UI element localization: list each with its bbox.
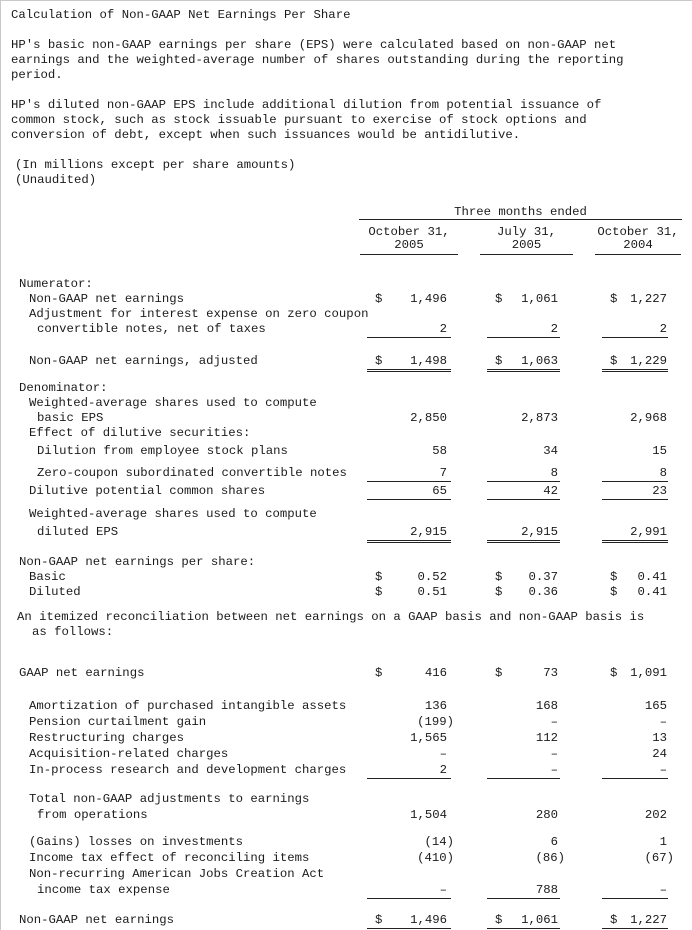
value-text: 2 [659, 322, 667, 336]
value-text: 8 [550, 466, 558, 480]
value-text: 58 [432, 444, 447, 458]
value-cell [602, 570, 668, 585]
value-text: 2,873 [521, 411, 558, 425]
value-cell [602, 322, 668, 338]
value-text: 7 [439, 466, 447, 480]
value-cell [367, 698, 451, 714]
value-text: 1,565 [410, 731, 447, 745]
row-label: Basic [29, 570, 66, 584]
table-row [11, 850, 674, 866]
table-row [11, 665, 668, 681]
table-row [11, 912, 668, 930]
row-label: diluted EPS [37, 525, 119, 539]
reconciliation-intro [11, 610, 681, 640]
table-row-heading [11, 866, 668, 882]
value-text: 24 [652, 747, 667, 761]
column-header-oct-2005 [360, 226, 458, 255]
currency-symbol: $ [375, 585, 383, 599]
gaap-reconciliation-table [11, 665, 681, 930]
value-cell [367, 912, 451, 930]
value-text: 13 [652, 731, 667, 745]
value-text: 0.41 [637, 570, 667, 584]
column-header-date: October 31, [597, 225, 679, 239]
currency-symbol: $ [375, 354, 383, 368]
paragraph-line: HP's diluted non-GAAP EPS include additional dilution from potential issuance of [11, 98, 602, 112]
value-text: 0.36 [528, 585, 558, 599]
currency-symbol: $ [610, 292, 618, 306]
table-row [11, 762, 668, 779]
currency-symbol: $ [495, 913, 503, 927]
column-header-date: October 31, [368, 225, 450, 239]
value-cell [602, 746, 668, 762]
row-label: Numerator: [19, 277, 93, 291]
row-label: income tax expense [37, 883, 170, 897]
value-cell [367, 585, 451, 600]
paragraph-line: earnings and the weighted-average number of shares outstanding during the reporting [11, 53, 624, 67]
currency-symbol: $ [375, 570, 383, 584]
table-row-heading [11, 307, 668, 322]
value-cell [602, 484, 668, 500]
value-cell [487, 912, 560, 930]
value-cell [602, 730, 668, 746]
value-cell [487, 354, 560, 372]
paragraph-diluted-eps [11, 98, 681, 143]
value-text: 416 [424, 666, 447, 680]
value-cell [602, 698, 668, 714]
table-row [11, 585, 668, 600]
value-cell [602, 585, 668, 600]
row-label: Total non-GAAP adjustments to earnings [29, 792, 310, 806]
row-label: Effect of dilutive securities: [29, 426, 251, 440]
value-text: 8 [659, 466, 667, 480]
value-text: 2,991 [630, 525, 667, 539]
row-label: Pension curtailment gain [29, 715, 207, 729]
table-row-heading [11, 396, 668, 411]
value-text: 0.37 [528, 570, 558, 584]
value-cell [367, 570, 451, 585]
value-text: (86) [535, 851, 565, 865]
column-header-oct-2004 [595, 226, 681, 255]
value-text: 1,496 [410, 292, 447, 306]
value-cell [602, 834, 668, 850]
value-text: 1,496 [410, 913, 447, 927]
value-text: (67) [644, 851, 674, 865]
currency-symbol: $ [610, 666, 618, 680]
currency-symbol: $ [610, 354, 618, 368]
table-row [11, 746, 668, 762]
column-header-year: 2005 [511, 238, 542, 252]
value-text: 34 [543, 444, 558, 458]
row-label: Acquisition-related charges [29, 747, 229, 761]
row-label: basic EPS [37, 411, 104, 425]
row-label: Non-recurring American Jobs Creation Act [29, 867, 325, 881]
value-cell [487, 746, 560, 762]
column-headers-row [11, 226, 681, 255]
value-text: 165 [644, 699, 667, 713]
currency-symbol: $ [610, 570, 618, 584]
value-text: 2,915 [521, 525, 558, 539]
value-cell [367, 411, 451, 426]
table-row [11, 807, 668, 823]
table-row [11, 354, 668, 372]
value-cell [487, 444, 560, 459]
table-row [11, 698, 668, 714]
table-row [11, 484, 668, 500]
value-text: – [659, 763, 667, 777]
table-row [11, 292, 668, 307]
value-cell [487, 834, 560, 850]
table-row [11, 570, 668, 585]
paragraph-basic-eps [11, 38, 681, 83]
value-text: 1,061 [521, 292, 558, 306]
value-cell [487, 714, 560, 730]
row-label: Weighted-average shares used to compute [29, 396, 317, 410]
table-row-heading [11, 277, 668, 292]
value-cell [602, 714, 668, 730]
currency-symbol: $ [495, 570, 503, 584]
value-text: 1 [659, 835, 667, 849]
table-row-heading [11, 507, 668, 522]
table-row-heading [11, 426, 668, 441]
column-header-date: July 31, [496, 225, 557, 239]
value-text: 2,850 [410, 411, 447, 425]
row-label: Denominator: [19, 381, 108, 395]
value-text: 2 [439, 322, 447, 336]
value-cell [487, 484, 560, 500]
table-row-heading [11, 791, 668, 807]
value-cell [367, 525, 451, 543]
value-cell [487, 850, 565, 866]
note-unaudited: (Unaudited) [15, 173, 97, 187]
row-label: Amortization of purchased intangible assets [29, 699, 347, 713]
currency-symbol: $ [495, 585, 503, 599]
currency-symbol: $ [495, 292, 503, 306]
note-units: (In millions except per share amounts) [15, 158, 296, 172]
value-text: 1,229 [630, 354, 667, 368]
value-cell [367, 714, 454, 730]
value-cell [487, 730, 560, 746]
value-text: 1,061 [521, 913, 558, 927]
row-label: Non-GAAP net earnings [29, 292, 184, 306]
value-text: 788 [535, 883, 558, 897]
value-cell [367, 484, 451, 500]
column-header-year: 2005 [394, 238, 424, 252]
value-cell [487, 466, 560, 482]
value-cell [367, 882, 451, 899]
value-text: 1,227 [630, 913, 667, 927]
row-label: Zero-coupon subordinated convertible notes [37, 466, 347, 480]
value-cell [602, 411, 668, 426]
row-label: Weighted-average shares used to compute [29, 507, 317, 521]
paragraph-line: HP's basic non-GAAP earnings per share (EPS) were calculated based on non-GAAP net [11, 38, 617, 52]
value-cell [367, 444, 451, 459]
value-text: 1,498 [410, 354, 447, 368]
row-label: In-process research and development charges [29, 763, 347, 777]
eps-calculation-table [11, 277, 681, 600]
table-row-heading [11, 381, 668, 396]
value-text: (14) [424, 835, 454, 849]
table-row [11, 411, 668, 426]
value-cell [602, 882, 668, 899]
row-label: Dilutive potential common shares [29, 484, 266, 498]
value-cell [367, 354, 451, 372]
table-row [11, 730, 668, 746]
value-text: 23 [652, 484, 667, 498]
paragraph-line: period. [11, 68, 63, 82]
value-cell [602, 762, 668, 779]
row-label: Diluted [29, 585, 81, 599]
row-label: from operations [37, 808, 148, 822]
table-row [11, 466, 668, 482]
value-cell [602, 354, 668, 372]
value-text: 2,915 [410, 525, 447, 539]
value-cell [602, 525, 668, 543]
value-text: – [550, 715, 558, 729]
currency-symbol: $ [495, 666, 503, 680]
value-text: – [659, 883, 667, 897]
value-cell [367, 730, 451, 746]
value-cell [602, 292, 668, 307]
table-notes [15, 158, 681, 188]
value-text: 2,968 [630, 411, 667, 425]
value-cell [367, 850, 454, 866]
row-label: Restructuring charges [29, 731, 184, 745]
value-cell [367, 834, 454, 850]
row-label: convertible notes, net of taxes [37, 322, 266, 336]
value-text: 0.41 [637, 585, 667, 599]
column-header-jul-2005 [480, 226, 573, 255]
value-text: 15 [652, 444, 667, 458]
value-text: 6 [550, 835, 558, 849]
value-cell [367, 746, 451, 762]
value-cell [487, 322, 560, 338]
currency-symbol: $ [375, 666, 383, 680]
value-text: 2 [439, 763, 447, 777]
value-cell [367, 466, 451, 482]
value-cell [602, 850, 674, 866]
value-text: 280 [535, 808, 558, 822]
value-cell [602, 444, 668, 459]
table-row [11, 882, 668, 899]
value-cell [487, 570, 560, 585]
currency-symbol: $ [495, 354, 503, 368]
value-cell [602, 466, 668, 482]
value-text: 42 [543, 484, 558, 498]
row-label: Non-GAAP net earnings per share: [19, 555, 256, 569]
table-row-heading [11, 555, 668, 570]
row-label: GAAP net earnings [19, 666, 145, 680]
value-cell [487, 292, 560, 307]
row-label: Income tax effect of reconciling items [29, 851, 310, 865]
value-text: 1,227 [630, 292, 667, 306]
value-cell [487, 882, 560, 899]
value-text: – [659, 715, 667, 729]
value-text: 168 [535, 699, 558, 713]
value-text: 136 [424, 699, 447, 713]
value-cell [487, 698, 560, 714]
value-text: – [439, 883, 447, 897]
value-cell [487, 525, 560, 543]
value-text: 112 [535, 731, 558, 745]
row-label: Adjustment for interest expense on zero coupon [29, 307, 369, 321]
value-cell [602, 807, 668, 823]
value-cell [602, 665, 668, 681]
value-text: 2 [550, 322, 558, 336]
value-text: 65 [432, 484, 447, 498]
value-cell [367, 292, 451, 307]
paragraph-line: as follows: [32, 625, 114, 639]
value-text: – [550, 747, 558, 761]
value-cell [367, 322, 451, 338]
value-text: – [550, 763, 558, 777]
row-label: (Gains) losses on investments [29, 835, 244, 849]
paragraph-line: An itemized reconciliation between net earnings on a GAAP basis and non-GAAP basis is [17, 610, 645, 624]
currency-symbol: $ [375, 913, 383, 927]
table-row [11, 834, 668, 850]
value-cell [367, 807, 451, 823]
value-cell [487, 585, 560, 600]
table-row [11, 525, 668, 543]
value-cell [487, 807, 560, 823]
value-text: (199) [417, 715, 454, 729]
table-row [11, 322, 668, 338]
column-header-year: 2004 [623, 238, 653, 252]
value-text: 73 [543, 666, 558, 680]
value-text: 202 [644, 808, 667, 822]
value-text: 1,504 [410, 808, 447, 822]
value-text: 0.51 [417, 585, 447, 599]
currency-symbol: $ [375, 292, 383, 306]
currency-symbol: $ [610, 585, 618, 599]
row-label: Non-GAAP net earnings [19, 913, 174, 927]
page-title: Calculation of Non-GAAP Net Earnings Per Share [11, 8, 351, 22]
value-cell [487, 411, 560, 426]
value-text: (410) [417, 851, 454, 865]
value-cell [602, 912, 668, 930]
value-cell [487, 665, 560, 681]
value-text: 1,091 [630, 666, 667, 680]
paragraph-line: conversion of debt, except when such issuances would be antidilutive. [11, 128, 521, 142]
value-text: 1,063 [521, 354, 558, 368]
row-label: Non-GAAP net earnings, adjusted [29, 354, 258, 368]
table-row [11, 444, 668, 459]
value-text: – [439, 747, 447, 761]
value-cell [367, 665, 451, 681]
table-row [11, 714, 668, 730]
value-text: 0.52 [417, 570, 447, 584]
value-cell [487, 762, 560, 779]
currency-symbol: $ [610, 913, 618, 927]
column-group-header: Three months ended [359, 205, 682, 220]
paragraph-line: common stock, such as stock issuable pursuant to exercise of stock options and [11, 113, 587, 127]
value-cell [367, 762, 451, 779]
row-label: Dilution from employee stock plans [37, 444, 288, 458]
